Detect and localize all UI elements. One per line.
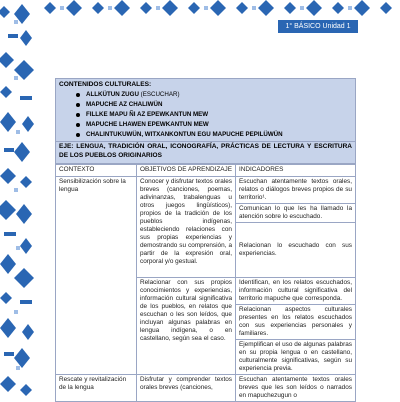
table-row (56, 375, 356, 402)
cultural-contents-box (55, 78, 356, 143)
textile-border-left (0, 0, 40, 400)
header-indicadores: INDICADORES (236, 165, 356, 177)
cultural-content-item (86, 130, 355, 140)
cultural-contents-title: CONTENIDOS CULTURALES: (59, 81, 152, 88)
cultural-content-label: CHALINTUKUWÜN, WITXANKONTUN EGU MAPUCHE PEPILÜWÜN (86, 131, 283, 138)
indicator-cell: Ejemplifican el uso de algunas palabras en su propia lengua o en castellano, culturalmente significativas, según su experiencia previa. (236, 340, 356, 375)
cultural-content-label: MAPUCHE LHAWEN EPEWKANTUN MEW (86, 121, 209, 128)
cultural-content-label: FILLKE MAPU ÑI AZ EPEWKANTUN MEW (86, 111, 209, 118)
axis-heading: EJE: LENGUA, TRADICIÓN ORAL, ICONOGRAFÍA, PRÁCTICAS DE LECTURA Y ESCRITURA DE LOS PUEBLOS ORIGINARIOS (55, 141, 356, 164)
objective-cell: Conocer y disfrutar textos orales breves (canciones, poemas, adivinanzas, trabalenguas u otros juegos lingüísticos), propios de la tradición de los pueblos indígenas, estableciendo relaciones con sus propias experiencias y demostrando su comprensión, a partir de la expresión oral, corporal y/o gestual. (137, 177, 236, 278)
textile-border-top (40, 0, 400, 18)
objective-cell: Disfrutar y comprender textos orales breves (canciones, (137, 375, 236, 402)
cultural-contents-list (56, 90, 355, 142)
grade-unit-badge: 1° BÁSICO Unidad 1 (278, 20, 358, 33)
table-header-row (56, 165, 356, 177)
indicator-cell: Escuchan atentamente textos orales breves que les son leídos o narrados en mapuchezugun o (236, 375, 356, 402)
table-row (56, 177, 356, 204)
cultural-content-item (86, 120, 355, 130)
indicator-cell: Comunican lo que les ha llamado la atención sobre lo escuchado. (236, 204, 356, 223)
cultural-content-item (86, 100, 355, 110)
header-contexto: CONTEXTO (56, 165, 137, 177)
cultural-content-item (86, 110, 355, 120)
indicator-cell: Identifican, en los relatos escuchados, información cultural significativa del territorio mapuche que corresponda. (236, 278, 356, 305)
cultural-content-item (86, 90, 355, 100)
indicator-cell: Relacionan lo escuchado con sus experiencias. (236, 223, 356, 278)
cultural-content-label: ALLKÜTUN ZUGU (86, 91, 139, 98)
cultural-content-label: MAPUCHE AZ CHALIWÜN (86, 101, 163, 108)
context-cell: Rescate y revitalización de la lengua (56, 375, 137, 402)
context-cell: Sensibilización sobre la lengua (56, 177, 137, 375)
cultural-content-note: (ESCUCHAR) (138, 91, 180, 98)
objective-cell: Relacionar con sus propios conocimientos y experiencias, información cultural significativa de los pueblos, en relatos que escuchan o les son leídos, que incluyan algunas palabras en lengua indígena, o en castellano, según sea el caso. (137, 278, 236, 375)
curriculum-table (55, 164, 356, 402)
indicator-cell: Escuchan atentamente textos orales, relatos o diálogos breves propios de su territorio¹. (236, 177, 356, 204)
header-objetivos: OBJETIVOS DE APRENDIZAJE (137, 165, 236, 177)
indicator-cell: Relacionan aspectos culturales presentes en los relatos escuchados con sus experiencias personales y familiares. (236, 305, 356, 340)
